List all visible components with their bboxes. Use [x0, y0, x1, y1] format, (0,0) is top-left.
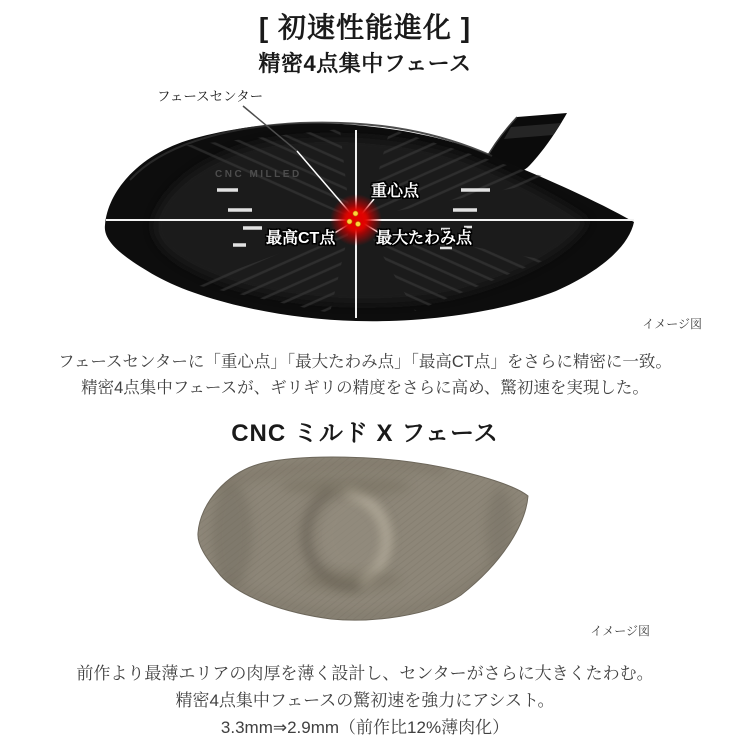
sweet-spot-glow [330, 194, 382, 246]
driver-head-illustration [0, 85, 730, 335]
section2-description-line1: 前作より最薄エリアの肉厚を薄く設計し、センターがさらに大きくたわむ。 [76, 664, 654, 683]
section1-subtitle: 精密4点集中フェース [258, 51, 472, 76]
section1-description-line1: フェースセンターに「重心点」「最大たわみ点」「最高CT点」をさらに精密に一致。 [58, 353, 672, 371]
max-deflection-point-label: 最大たわみ点 [376, 230, 473, 247]
cnc-milled-engraving: CNC MILLED [215, 169, 302, 180]
gravity-point-label: 重心点 [371, 183, 420, 200]
driver-face-figure [0, 85, 730, 335]
section2-description-line3: 3.3mm⇒2.9mm（前作比12%薄肉化） [220, 718, 510, 737]
face-plate-illustration [0, 450, 730, 640]
section2-description [0, 660, 730, 741]
image-note-2: イメージ図 [590, 624, 650, 638]
face-center-label: フェースセンター [157, 89, 264, 104]
section1-title: [ 初速性能進化 ] [258, 12, 472, 43]
max-ct-point-label: 最高CT点 [266, 230, 336, 247]
face-plate-figure [0, 450, 730, 640]
image-note-1: イメージ図 [642, 317, 702, 331]
section1-description-line2: 精密4点集中フェースが、ギリギリの精度をさらに高め、驚初速を実現した。 [81, 379, 649, 397]
section2-title: CNC ミルド X フェース [231, 420, 499, 447]
section1-description [0, 349, 730, 401]
section2-description-line2: 精密4点集中フェースの驚初速を強力にアシスト。 [175, 691, 555, 710]
